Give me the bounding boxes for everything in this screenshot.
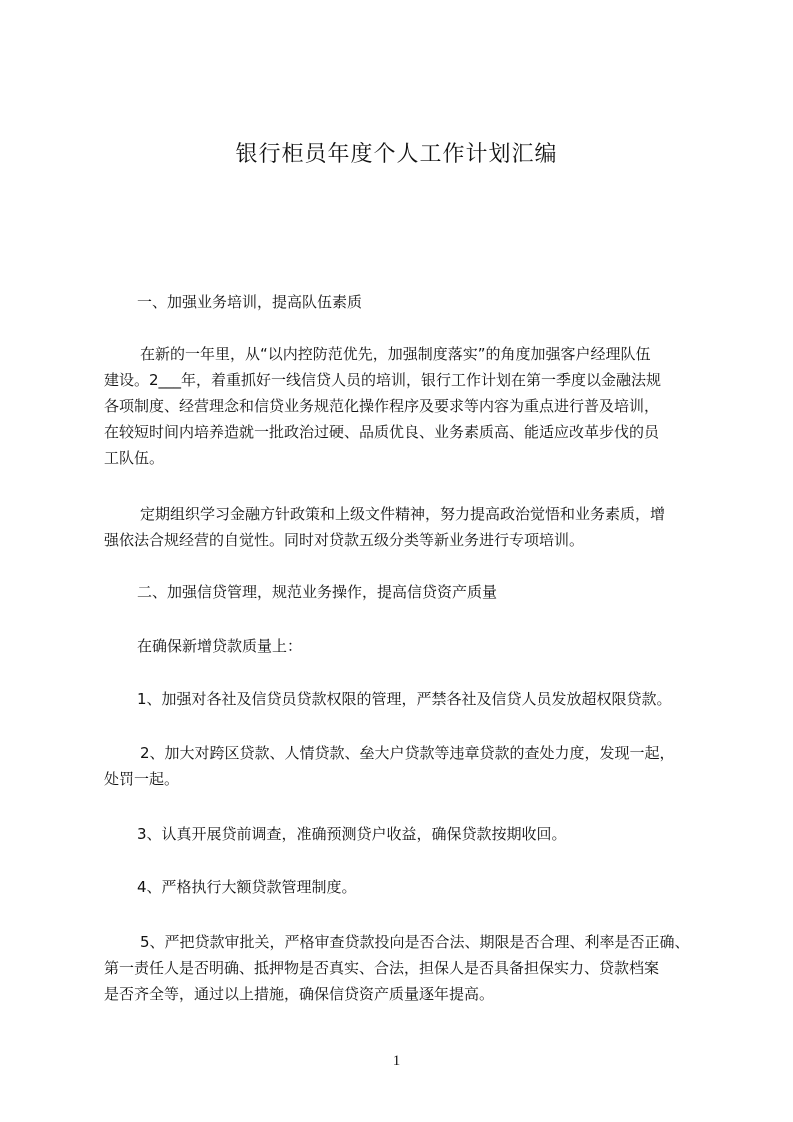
- list-item-5: [104, 929, 704, 1007]
- list-item-4: 4、严格执行大额贷款管理制度。: [137, 878, 357, 896]
- text-line: 工队伍。: [104, 449, 165, 467]
- text-line: 5、严把贷款审批关，严格审查贷款投向是否合法、期限是否合理、利率是否正确、: [140, 933, 690, 951]
- text-line: 定期组织学习金融方针政策和上级文件精神，努力提高政治觉悟和业务素质，增: [140, 505, 666, 523]
- text-line: 是否齐全等，通过以上措施，确保信贷资产质量逐年提高。: [104, 985, 495, 1003]
- text-line: 2、加大对跨区贷款、人情贷款、垒大户贷款等违章贷款的查处力度，发现一起，: [140, 744, 675, 762]
- list-item-1: 1、加强对各社及信贷员贷款权限的管理，严禁各社及信贷人员发放超权限贷款。: [137, 690, 672, 708]
- text-line: 在新的一年里，从“以内控防范优先，加强制度落实”的角度加强客户经理队伍: [140, 345, 651, 363]
- list-item-2: [104, 740, 704, 792]
- text-line: 各项制度、经营理念和信贷业务规范化操作程序及要求等内容为重点进行普及培训，: [104, 397, 660, 415]
- document-title: 银行柜员年度个人工作计划汇编: [235, 142, 558, 167]
- section-heading-1: 一、加强业务培训，提高队伍素质: [137, 293, 363, 311]
- text-line: 强依法合规经营的自觉性。同时对贷款五级分类等新业务进行专项培训。: [104, 531, 585, 549]
- paragraph-study: [104, 501, 704, 553]
- page-number: 1: [392, 1053, 401, 1069]
- intro-text: 在确保新增贷款质量上：: [137, 637, 303, 655]
- text-line: 处罚一起。: [104, 770, 180, 788]
- section-heading-2: 二、加强信贷管理，规范业务操作，提高信贷资产质量: [137, 583, 498, 601]
- text-line: 第一责任人是否明确、抵押物是否真实、合法，担保人是否具备担保实力、贷款档案: [104, 959, 660, 977]
- text-line: 建设。2___年，着重抓好一线信贷人员的培训，银行工作计划在第一季度以金融法规: [104, 371, 662, 389]
- list-item-3: 3、认真开展贷前调查，准确预测贷户收益，确保贷款按期收回。: [137, 825, 567, 843]
- paragraph-training: [104, 341, 704, 471]
- text-line: 在较短时间内培养造就一批政治过硬、品质优良、业务素质高、能适应改革步伐的员: [104, 423, 660, 441]
